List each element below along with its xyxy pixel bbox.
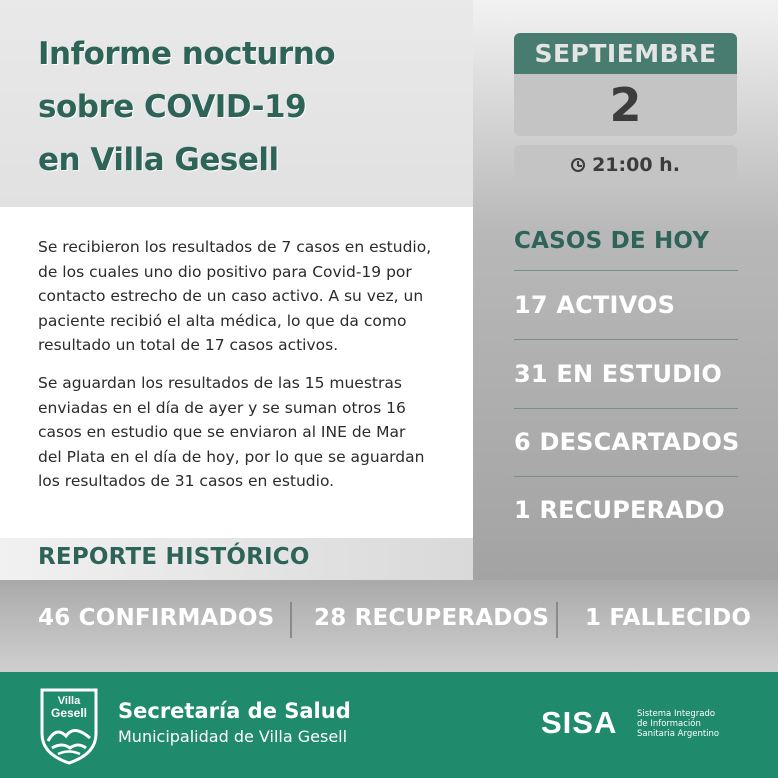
text-line: casos en estudio que se enviaron al INE de Mar <box>38 423 406 441</box>
crest-text-1: Villa <box>57 695 81 707</box>
report-paragraph-2 <box>38 371 458 494</box>
text-line: Se recibieron los resultados de 7 casos en estudio, <box>38 238 432 256</box>
today-heading: CASOS DE HOY <box>514 228 710 254</box>
history-separator <box>556 602 558 638</box>
divider <box>514 339 738 340</box>
villa-gesell-crest-icon <box>38 686 100 766</box>
stat-recovered: 1 RECUPERADO <box>514 496 725 524</box>
text-line: resultado un total de 17 casos activos. <box>38 336 339 354</box>
sisa-text-line: Sanitaria Argentino <box>637 729 720 739</box>
text-line: contacto estrecho de un caso activo. A su vez, un <box>38 287 424 305</box>
text-line: del Plata en el día de hoy, por lo que se aguardan <box>38 447 425 466</box>
stat-under-study: 31 EN ESTUDIO <box>514 360 722 388</box>
history-separator <box>290 602 292 638</box>
sisa-text-line: de Información <box>637 719 701 729</box>
text-line: paciente recibió el alta médica, lo que da como <box>38 311 407 330</box>
sisa-logo: SISA <box>541 705 618 740</box>
date-day: 2 <box>514 74 737 136</box>
report-paragraph-1 <box>38 235 458 358</box>
crest-text-2: Gesell <box>50 706 88 720</box>
history-recovered: 28 RECUPERADOS <box>314 605 550 631</box>
report-title-line-2: sobre COVID-19 <box>38 89 307 125</box>
report-title-line-3: en Villa Gesell <box>38 142 279 178</box>
stat-discarded: 6 DESCARTADOS <box>514 428 740 456</box>
footer-title: Secretaría de Salud <box>118 699 351 723</box>
divider <box>514 270 738 271</box>
text-line: enviadas en el día de ayer y se suman otros 16 <box>38 398 406 417</box>
text-line: Se aguardan los resultados de las 15 muestras <box>38 374 402 392</box>
history-confirmed: 46 CONFIRMADOS <box>38 605 275 631</box>
sisa-text-line: Sistema Integrado <box>637 709 716 719</box>
date-month: SEPTIEMBRE <box>514 33 737 74</box>
footer-subtitle: Municipalidad de Villa Gesell <box>118 727 348 746</box>
title-block <box>0 0 473 207</box>
report-time-label: 21:00 h. <box>592 154 680 176</box>
divider <box>514 476 738 477</box>
stat-active: 17 ACTIVOS <box>514 291 676 319</box>
report-title-line-1: Informe nocturno <box>38 36 336 72</box>
divider <box>514 408 738 409</box>
clock-icon <box>571 158 585 172</box>
history-heading: REPORTE HISTÓRICO <box>38 544 310 570</box>
text-line: de los cuales uno dio positivo para Covid-19 por <box>38 262 412 281</box>
report-time <box>514 145 737 185</box>
history-deceased: 1 FALLECIDO <box>585 605 752 631</box>
text-line: los resultados de 31 casos en estudio. <box>38 472 335 490</box>
